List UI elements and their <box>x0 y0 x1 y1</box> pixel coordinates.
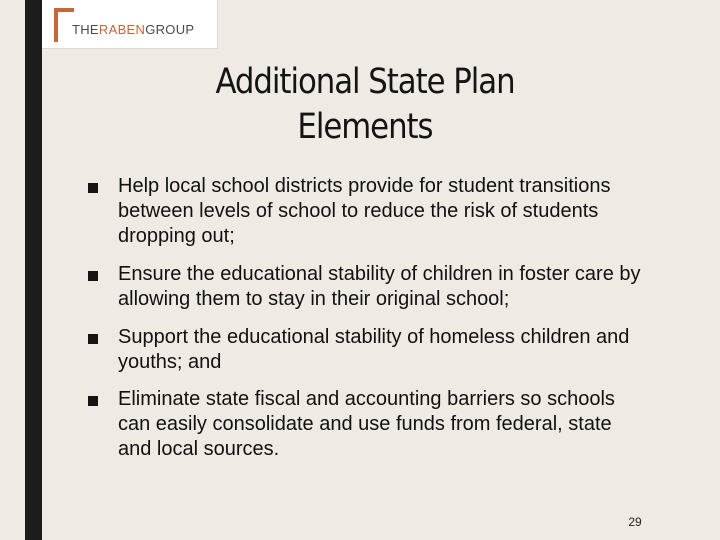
square-bullet-icon <box>88 396 98 406</box>
slide-title-line-2: Elements <box>297 107 433 147</box>
bullet-text: Help local school districts provide for student transitions between levels of school to reduce the risk of students dropping out; <box>118 175 611 247</box>
bullet-item <box>88 174 648 249</box>
page-number: 29 <box>628 515 642 529</box>
bullet-item <box>88 387 648 462</box>
logo-text-the: THE <box>72 22 99 37</box>
logo-text-raben: RABEN <box>98 22 146 37</box>
bullet-text: Support the educational stability of homeless children and youths; and <box>118 326 630 373</box>
company-logo <box>42 0 218 49</box>
bullet-text: Eliminate state fiscal and accounting barriers so schools can easily consolidate and use funds from federal, state and local sources. <box>118 388 615 460</box>
square-bullet-icon <box>88 183 98 193</box>
bullet-list <box>88 174 648 475</box>
slide-title <box>185 60 546 150</box>
bullet-item <box>88 325 648 375</box>
bullet-text: Ensure the educational stability of children in foster care by allowing them to stay in their original school; <box>118 263 641 310</box>
logo-text-group: GROUP <box>145 22 195 37</box>
raben-logo-icon <box>54 8 74 42</box>
square-bullet-icon <box>88 271 98 281</box>
square-bullet-icon <box>88 334 98 344</box>
logo-wordmark <box>72 22 194 37</box>
left-accent-bar <box>25 0 42 540</box>
bullet-item <box>88 262 648 312</box>
slide-title-line-1: Additional State Plan <box>215 62 515 102</box>
